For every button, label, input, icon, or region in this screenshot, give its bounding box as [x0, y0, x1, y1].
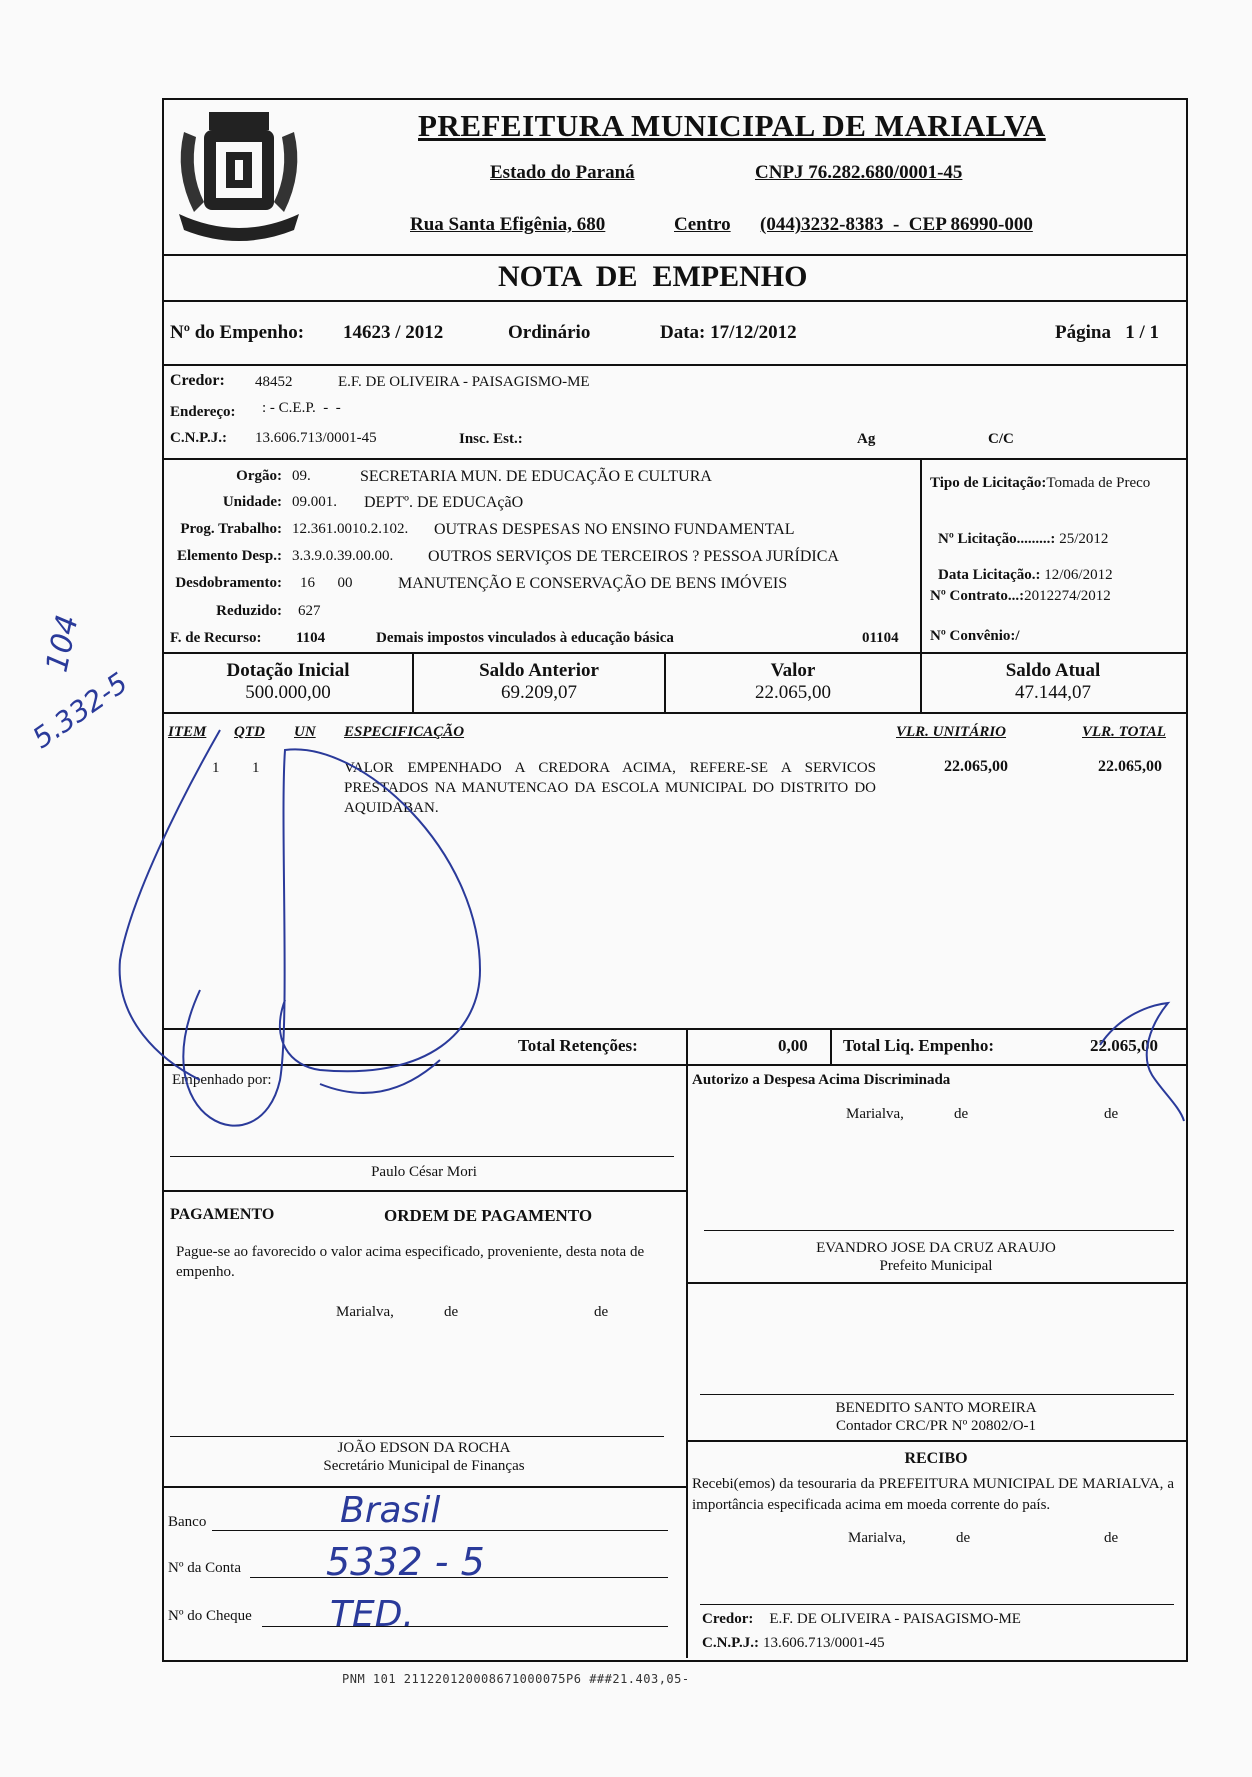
budget-row-prog: Prog. Trabalho: 12.361.0010.2.102. OUTRAS DESPESAS NO ENSINO FUNDAMENTAL [180, 521, 795, 538]
budget-row-reduzido: Reduzido: 627 [216, 603, 321, 619]
conta-label: Nº da Conta [168, 1560, 241, 1576]
col-un: UN [294, 724, 316, 740]
col-item: ITEM [168, 724, 207, 740]
autorizo-title: Autorizo a Despesa Acima Discriminada [692, 1072, 951, 1088]
col-total-value: VLR. TOTAL [1082, 724, 1166, 740]
empenho-date: Data: 17/12/2012 [660, 322, 797, 343]
banco-label: Banco [168, 1514, 207, 1530]
header-cnpj: CNPJ 76.282.680/0001-45 [755, 162, 963, 183]
recibo-credor: Credor: E.F. DE OLIVEIRA - PAISAGISMO-ME [702, 1611, 1021, 1627]
address-label: Endereço: [170, 404, 236, 420]
municipal-seal [164, 102, 314, 252]
saldo-atual: Saldo Atual 47.144,07 [1005, 660, 1101, 703]
total-retencoes-value: 0,00 [778, 1036, 808, 1055]
empenho-number: 14623 / 2012 [343, 322, 444, 343]
handwritten-cheque: TED. [330, 1594, 414, 1635]
handwritten-check-mark [1080, 995, 1190, 1125]
autorizo-de2: de [1104, 1106, 1119, 1122]
header-district: Centro [674, 214, 731, 235]
empenho-label: Nº do Empenho: [170, 322, 305, 343]
contador-name: BENEDITO SANTO MOREIRA [835, 1400, 1037, 1416]
handwritten-signature-loop [100, 700, 520, 1170]
cnpj-label: C.N.P.J.: [170, 430, 227, 446]
saldo-anterior: Saldo Anterior 69.209,07 [479, 660, 599, 703]
col-unit-value: VLR. UNITÁRIO [896, 724, 1007, 740]
recurso-code2: 01104 [862, 630, 899, 646]
pagamento-city: Marialva, [336, 1304, 394, 1320]
recurso-code: 1104 [296, 630, 326, 646]
dotacao-inicial: Dotação Inicial 500.000,00 [226, 660, 350, 703]
secretario-role: Secretário Municipal de Finanças [323, 1458, 525, 1474]
prefeito-name: EVANDRO JOSE DA CRUZ ARAUJO [816, 1240, 1056, 1256]
credor-name: E.F. DE OLIVEIRA - PAISAGISMO-ME [338, 374, 590, 390]
page-number: Página 1 / 1 [1055, 322, 1159, 343]
ordem-pagamento-title: ORDEM DE PAGAMENTO [384, 1206, 593, 1225]
autorizo-de1: de [954, 1106, 969, 1122]
credor-label: Credor: [170, 372, 225, 389]
handwritten-margin-account: 5.332-5 [26, 665, 134, 756]
pagamento-de2: de [594, 1304, 609, 1320]
recibo-title: RECIBO [904, 1450, 968, 1467]
ag-label: Ag [857, 431, 876, 447]
recibo-text: Recebi(emos) da tesouraria da PREFEITURA MUNICIPAL DE MARIALVA, a importância especificada acima em moeda corrente do país. [692, 1476, 1174, 1513]
budget-row-desdobramento: Desdobramento: 16 00 MANUTENÇÃO E CONSERVAÇÃO DE BENS IMÓVEIS [175, 575, 788, 592]
empenhado-por-name: Paulo César Mori [371, 1164, 477, 1180]
recibo-city: Marialva, [848, 1530, 906, 1546]
recibo-cnpj: C.N.P.J.: 13.606.713/0001-45 [702, 1635, 885, 1651]
handwritten-bank: Brasil [340, 1490, 441, 1531]
insc-label: Insc. Est.: [459, 431, 523, 447]
total-liquido-value: 22.065,00 [1090, 1036, 1158, 1055]
col-spec: ESPECIFICAÇÃO [344, 724, 465, 740]
pagamento-de1: de [444, 1304, 459, 1320]
valor: Valor 22.065,00 [755, 660, 831, 703]
budget-row-elemento: Elemento Desp.: 3.3.9.0.39.00.00. OUTROS SERVIÇOS DE TERCEIROS ? PESSOA JURÍDICA [177, 548, 839, 565]
licitacao-contrato: Nº Contrato...:2012274/2012 [930, 588, 1111, 604]
autorizo-city: Marialva, [846, 1106, 904, 1122]
secretario-name: JOÃO EDSON DA ROCHA [337, 1440, 511, 1456]
budget-row-unidade: Unidade: 09.001. DEPTº. DE EDUCAçãO [222, 494, 524, 511]
recibo-de2: de [1104, 1530, 1119, 1546]
recibo-de1: de [956, 1530, 971, 1546]
header-state: Estado do Paraná [490, 162, 635, 183]
licitacao-data: Data Licitação.: 12/06/2012 [938, 567, 1113, 583]
recurso-label: F. de Recurso: [170, 630, 262, 646]
licitacao-tipo: Tipo de Licitação:Tomada de Preco [930, 475, 1151, 491]
total-retencoes-label: Total Retenções: [518, 1036, 638, 1055]
budget-lines [166, 468, 916, 629]
handwritten-margin-number: 104 [39, 611, 86, 676]
cc-label: C/C [988, 431, 1014, 447]
contador-role: Contador CRC/PR Nº 20802/O-1 [835, 1418, 1037, 1434]
pagamento-label: PAGAMENTO [170, 1206, 275, 1223]
header-phone-cep: (044)3232-8383 - CEP 86990-000 [760, 214, 1033, 235]
pagamento-text: Pague-se ao favorecido o valor acima especificado, proveniente, desta nota de empenho. [176, 1244, 645, 1280]
credor-code: 48452 [255, 374, 293, 390]
header-title: PREFEITURA MUNICIPAL DE MARIALVA [418, 108, 1046, 143]
header-address: Rua Santa Efigênia, 680 [410, 214, 606, 235]
prefeito-role: Prefeito Municipal [879, 1258, 993, 1274]
total-liquido-label: Total Liq. Empenho: [843, 1036, 994, 1055]
budget-row-orgao: Orgão: 09. SECRETARIA MUN. DE EDUCAÇÃO E CULTURA [236, 468, 712, 485]
handwritten-account: 5332 - 5 [326, 1540, 485, 1584]
seal-ribbon-text: MARIALVA [216, 216, 263, 226]
recurso-desc: Demais impostos vinculados à educação básica [376, 630, 674, 646]
col-qtd: QTD [234, 724, 265, 740]
document-title: NOTA DE EMPENHO [498, 260, 808, 293]
empenho-type: Ordinário [508, 322, 591, 343]
footer-code: PNM 101 211220120008671000075P6 ###21.403,05- [342, 1672, 690, 1686]
licitacao-convenio: Nº Convênio:/ [930, 628, 1020, 644]
licitacao-num: Nº Licitação.........: 25/2012 [938, 531, 1109, 547]
cnpj-value: 13.606.713/0001-45 [255, 430, 377, 446]
empenhado-por-label: Empenhado por: [172, 1072, 272, 1088]
address-value: : - C.E.P. - - [262, 400, 341, 416]
cheque-label: Nº do Cheque [168, 1608, 252, 1624]
